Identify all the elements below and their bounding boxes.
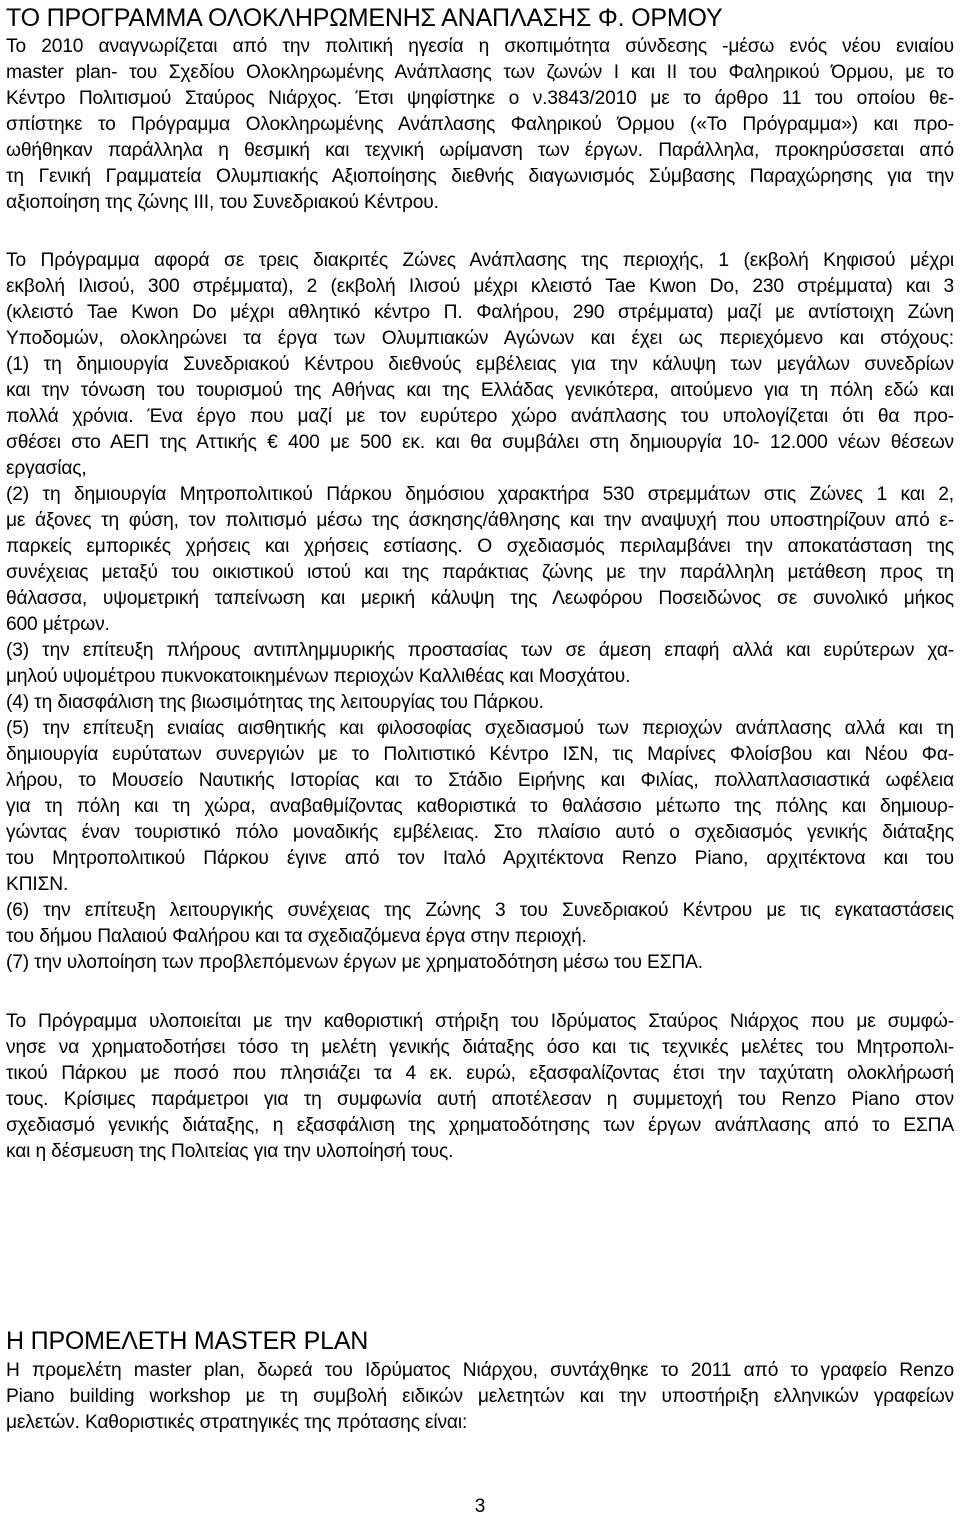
text-line: τη Γενική Γραμματεία Ολυμπιακής Αξιοποίησης διεθνής διαγωνισμός Σύμβασης Παραχώρησης για την (6, 166, 954, 187)
text-line: του Μητροπολιτικού Πάρκου έγινε από τον Ιταλό Αρχιτέκτονα Renzo Piano, αρχιτέκτονα και του (6, 848, 954, 869)
text-line: σπίστηκε το Πρόγραμμα Ολοκληρωμένης Ανάπλασης Φαληρικού Όρμου («Το Πρόγραμμα») και προ- (6, 114, 954, 135)
text-line: 600 μέτρων. (6, 614, 110, 635)
text-line: Piano building workshop με τη συμβολή ειδικών μελετητών και την υποστήριξη ελληνικών γραφείων (6, 1386, 954, 1407)
text-line: νησε να χρηματοδοτήσει τόσο τη μελέτη γενικής διάταξης όσο και τις τεχνικές μελέτες του Μητροπολι- (6, 1037, 954, 1058)
text-line: εκβολή Ιλισού, 300 στρέμματα), 2 (εκβολή Ιλισού μέχρι κλειστό Tae Kwon Do, 230 στρέμματα) και 3 (6, 276, 954, 297)
text-line: (1) τη δημιουργία Συνεδριακού Κέντρου διεθνούς εμβέλειας για την κάλυψη των μεγάλων συνεδρίων (6, 354, 954, 375)
text-line: μελετών. Καθοριστικές στρατηγικές της πρότασης είναι: (6, 1412, 468, 1433)
section-heading: ΤΟ ΠΡΟΓΡΑΜΜΑ ΟΛΟΚΛΗΡΩΜΕΝΗΣ ΑΝΑΠΛΑΣΗΣ Φ. ΟΡΜΟΥ (6, 4, 723, 32)
text-line: σθέσει στο ΑΕΠ της Αττικής € 400 με 500 εκ. και θα συμβάλει στη δημιουργία 10- 12.000 νέων θέσεων (6, 432, 954, 453)
text-line: Το Πρόγραμμα υλοποιείται με την καθοριστική στήριξη του Ιδρύματος Σταύρος Νιάρχος που με συμφώ- (6, 1011, 954, 1032)
text-line: ΚΠΙΣΝ. (6, 874, 69, 895)
text-line: του δήμου Παλαιού Φαλήρου και τα σχεδιαζόμενα έργα στην περιοχή. (6, 926, 587, 947)
text-line: Κέντρο Πολιτισμού Σταύρος Νιάρχος. Έτσι ψηφίστηκε ο ν.3843/2010 με το άρθρο 11 του οποίου θε- (6, 88, 954, 109)
text-line: (5) την επίτευξη ενιαίας αισθητικής και φιλοσοφίας σχεδιασμού των περιοχών ανάπλασης αλλά και τη (6, 718, 954, 739)
text-line: Το Πρόγραμμα αφορά σε τρεις διακριτές Ζώνες Ανάπλασης της περιοχής, 1 (εκβολή Κηφισού μέχρι (6, 250, 954, 271)
text-line: παρκείς εμπορικές χρήσεις και χρήσεις εστίασης. Ο σχεδιασμός περιλαμβάνει την αποκατάσταση της (6, 536, 954, 557)
text-line: (4) τη διασφάλιση της βιωσιμότητας της λειτουργίας του Πάρκου. (6, 692, 544, 713)
text-line: εργασίας, (6, 458, 87, 479)
text-line: συνέχειας μεταξύ του οικιστικού ιστού και της παράκτιας ζώνης με την παράλληλη μετάθεση προς τη (6, 562, 954, 583)
page-number: 3 (474, 1496, 486, 1517)
text-line: ωθήθηκαν παράλληλα η θεσμική και τεχνική ωρίμανση των έργων. Παράλληλα, προκηρύσσεται από (6, 140, 954, 161)
text-line: (κλειστό Tae Kwon Do μέχρι αθλητικό κέντρο Π. Φαλήρου, 290 στρέμματα) μαζί με αντίστοιχη Ζώνη (6, 302, 954, 323)
text-line: σχεδιασμό γενικής διάταξης, η εξασφάλιση της χρηματοδότησης των έργων ανάπλασης από το ΕΣΠΑ (6, 1115, 954, 1136)
text-line: και την τόνωση του τουρισμού της Αθήνας και της Ελλάδας γενικότερα, αιτούμενο για τη πόλη εδώ και (6, 380, 954, 401)
text-line: λήρου, το Μουσείο Ναυτικής Ιστορίας και το Στάδιο Ειρήνης και Φιλίας, πολλαπλασιαστικά ωφέλεια (6, 770, 954, 791)
text-line: τικού Πάρκου με ποσό που πλησιάζει τα 4 εκ. ευρώ, εξασφαλίζοντας έτσι την ταχύτατη ολοκλήρωσή (6, 1063, 954, 1084)
text-line: δημιουργία ευρύτατων συνεργιών με το Πολιτιστικό Κέντρο ΙΣΝ, τις Μαρίνες Φλοίσβου και Νέου Φα- (6, 744, 954, 765)
text-line: τους. Κρίσιμες παράμετροι για τη συμφωνία αυτή αποτέλεσαν η συμμετοχή του Renzo Piano στον (6, 1089, 954, 1110)
text-line: πολλά χρόνια. Ένα έργο που μαζί με τον ευρύτερο χώρο ανάπλασης του υπολογίζεται ότι θα προ- (6, 406, 954, 427)
text-line: master plan- του Σχεδίου Ολοκληρωμένης Ανάπλασης των ζωνών I και II του Φαληρικού Όρμου, με το (6, 62, 954, 83)
text-line: μηλού υψομέτρου πυκνοκατοικημένων περιοχών Καλλιθέας και Μοσχάτου. (6, 666, 631, 687)
text-line: (2) τη δημιουργία Μητροπολιτικού Πάρκου δημόσιου χαρακτήρα 530 στρεμμάτων στις Ζώνες 1 και 2, (6, 484, 954, 505)
text-line: με άξονες τη φύση, τον πολιτισμό μέσω της άσκησης/άθλησης και την αναψυχή που υποστηρίζουν από ε- (6, 510, 954, 531)
text-line: Υποδομών, ολοκληρώνει τα έργα των Ολυμπιακών Αγώνων και έχει ως περιεχόμενο και στόχους: (6, 328, 954, 349)
text-line: γώντας έναν τουριστικό πόλο μοναδικής εμβέλειας. Στο πλαίσιο αυτό ο σχεδιασμός γενικής διάταξης (6, 822, 954, 843)
text-line: και η δέσμευση της Πολιτείας για την υλοποίησή τους. (6, 1141, 454, 1162)
text-line: (3) την επίτευξη πλήρους αντιπλημμυρικής προστασίας των σε άμεση επαφή αλλά και ευρύτερων χα- (6, 640, 954, 661)
text-line: Το 2010 αναγνωρίζεται από την πολιτική ηγεσία η σκοπιμότητα σύνδεσης -μέσω ενός νέου ενιαίου (6, 36, 954, 57)
text-line: για τη πόλη και τη χώρα, αναβαθμίζοντας καθοριστικά το θαλάσσιο μέτωπο της πόλης και δημιουρ- (6, 796, 954, 817)
text-line: αξιοποίηση της ζώνης III, του Συνεδριακού Κέντρου. (6, 192, 439, 213)
text-line: Η προμελέτη master plan, δωρεά του Ιδρύματος Νιάρχου, συντάχθηκε το 2011 από το γραφείο Renzo (6, 1360, 954, 1381)
text-line: (6) την επίτευξη λειτουργικής συνέχειας της Ζώνης 3 του Συνεδριακού Κέντρου με τις εγκαταστάσεις (6, 900, 954, 921)
text-line: (7) την υλοποίηση των προβλεπόμενων έργων με χρηματοδότηση μέσω του ΕΣΠΑ. (6, 952, 703, 973)
section-heading: Η ΠΡΟΜΕΛΕΤΗ MASTER PLAN (6, 1327, 369, 1355)
text-line: θάλασσα, υψομετρική ταπείνωση και μερική κάλυψη της Λεωφόρου Ποσειδώνος σε συνολικό μήκος (6, 588, 954, 609)
